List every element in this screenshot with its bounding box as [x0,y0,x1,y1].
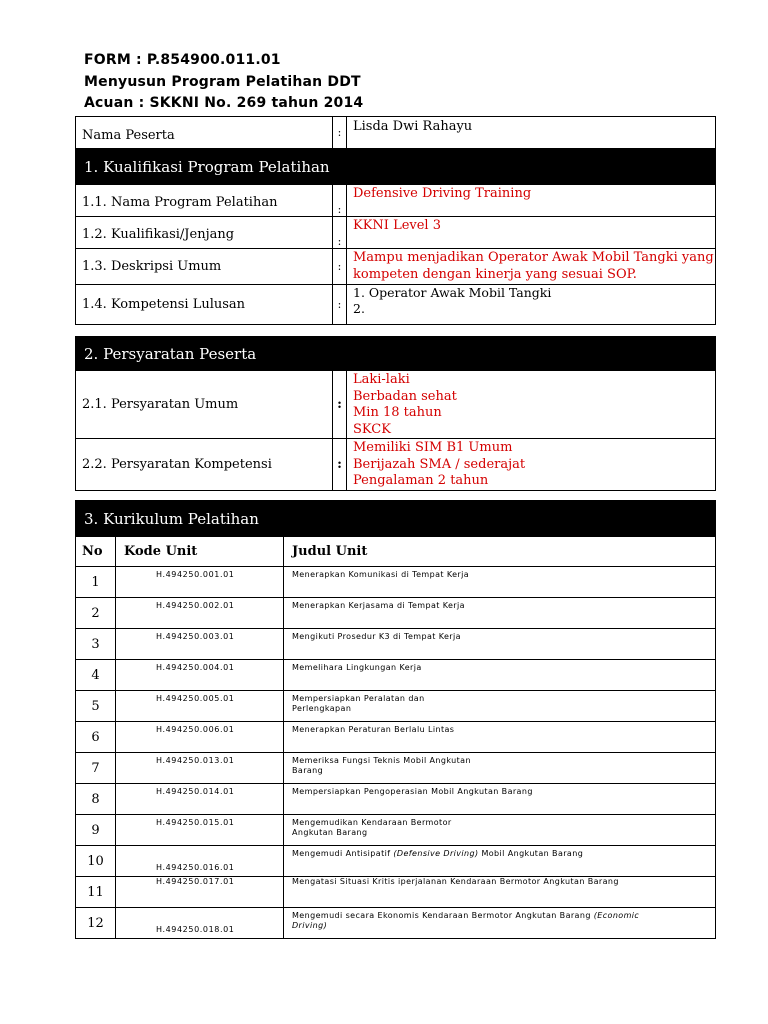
row-value: Defensive Driving Training [347,185,716,217]
unit-title: Menerapkan Komunikasi di Tempat Kerja [284,567,716,598]
unit-title: Menerapkan Peraturan Berlalu Lintas [284,722,716,753]
qualification-row [76,185,716,217]
row-value: Memiliki SIM B1 Umum Berijazah SMA / sederajat Pengalaman 2 tahun [347,439,716,491]
unit-code: H.494250.017.01 [116,877,284,908]
participant-name: Lisda Dwi Rahayu [347,117,716,149]
participant-requirements-table [75,336,716,491]
unit-title: Mempersiapkan Pengoperasian Mobil Angkutan Barang [284,784,716,815]
unit-title: Memelihara Lingkungan Kerja [284,660,716,691]
unit-code: H.494250.002.01 [116,598,284,629]
section-3-header [76,501,716,537]
unit-code: H.494250.005.01 [116,691,284,722]
curriculum-header-row [76,537,716,567]
unit-title: Memeriksa Fungsi Teknis Mobil Angkutan Barang [284,753,716,784]
table-row [76,753,716,784]
unit-title: Mengemudi secara Ekonomis Kendaraan Bermotor Angkutan Barang (Economic Driving) [284,908,716,939]
row-label: 2.2. Persyaratan Kompetensi [76,439,333,491]
table-row [76,846,716,877]
unit-number: 10 [76,846,116,877]
colon: : [333,217,347,249]
row-value: Mampu menjadikan Operator Awak Mobil Tangki yang kompeten dengan kinerja yang sesuai SOP. [347,249,716,285]
unit-code: H.494250.015.01 [116,815,284,846]
row-label: 1.3. Deskripsi Umum [76,249,333,285]
table-row [76,691,716,722]
unit-code: H.494250.004.01 [116,660,284,691]
unit-title: Mengemudikan Kendaraan Bermotor Angkutan Barang [284,815,716,846]
column-header-kode: Kode Unit [116,537,284,567]
participant-label: Nama Peserta [76,117,333,149]
form-reference: Acuan : SKKNI No. 269 tahun 2014 [84,95,364,111]
unit-title: Mengikuti Prosedur K3 di Tempat Kerja [284,629,716,660]
table-row [76,908,716,939]
colon: : [333,439,347,491]
section-1-title: 1. Kualifikasi Program Pelatihan [76,149,716,185]
row-label: 1.4. Kompetensi Lulusan [76,285,333,325]
curriculum-table [75,500,716,939]
colon: : [333,185,347,217]
unit-number: 1 [76,567,116,598]
form-subtitle: Menyusun Program Pelatihan DDT [84,74,361,90]
unit-code: H.494250.003.01 [116,629,284,660]
colon: : [333,249,347,285]
unit-number: 12 [76,908,116,939]
section-2-header [76,337,716,371]
participant-row [76,117,716,149]
table-row [76,877,716,908]
column-header-no: No [76,537,116,567]
requirement-row [76,371,716,439]
requirement-row [76,439,716,491]
row-value: Laki-laki Berbadan sehat Min 18 tahun SKCK [347,371,716,439]
participant-qualification-table [75,116,716,325]
table-row [76,660,716,691]
unit-code: H.494250.006.01 [116,722,284,753]
unit-title: Mengatasi Situasi Kritis iperjalanan Kendaraan Bermotor Angkutan Barang [284,877,716,908]
unit-title: Menerapkan Kerjasama di Tempat Kerja [284,598,716,629]
row-label: 1.2. Kualifikasi/Jenjang [76,217,333,249]
table-row [76,598,716,629]
qualification-row [76,249,716,285]
unit-code: H.494250.016.01 [116,846,284,877]
section-1-header [76,149,716,185]
row-label: 2.1. Persyaratan Umum [76,371,333,439]
qualification-row [76,285,716,325]
form-number: FORM : P.854900.011.01 [84,52,281,68]
row-value: 1. Operator Awak Mobil Tangki 2. [347,285,716,325]
unit-title: Mempersiapkan Peralatan dan Perlengkapan [284,691,716,722]
column-header-judul: Judul Unit [284,537,716,567]
unit-number: 6 [76,722,116,753]
unit-number: 7 [76,753,116,784]
section-3-title: 3. Kurikulum Pelatihan [76,501,716,537]
unit-number: 8 [76,784,116,815]
unit-code: H.494250.001.01 [116,567,284,598]
table-row [76,815,716,846]
table-row [76,784,716,815]
colon: : [333,371,347,439]
row-label: 1.1. Nama Program Pelatihan [76,185,333,217]
colon: : [333,117,347,149]
unit-number: 2 [76,598,116,629]
colon: : [333,285,347,325]
table-row [76,629,716,660]
qualification-row [76,217,716,249]
section-2-title: 2. Persyaratan Peserta [76,337,716,371]
unit-title: Mengemudi Antisipatif (Defensive Driving) Mobil Angkutan Barang [284,846,716,877]
row-value: KKNI Level 3 [347,217,716,249]
unit-code: H.494250.013.01 [116,753,284,784]
unit-code: H.494250.014.01 [116,784,284,815]
table-row [76,567,716,598]
unit-number: 11 [76,877,116,908]
table-row [76,722,716,753]
unit-number: 9 [76,815,116,846]
unit-number: 4 [76,660,116,691]
unit-code: H.494250.018.01 [116,908,284,939]
unit-number: 5 [76,691,116,722]
unit-number: 3 [76,629,116,660]
